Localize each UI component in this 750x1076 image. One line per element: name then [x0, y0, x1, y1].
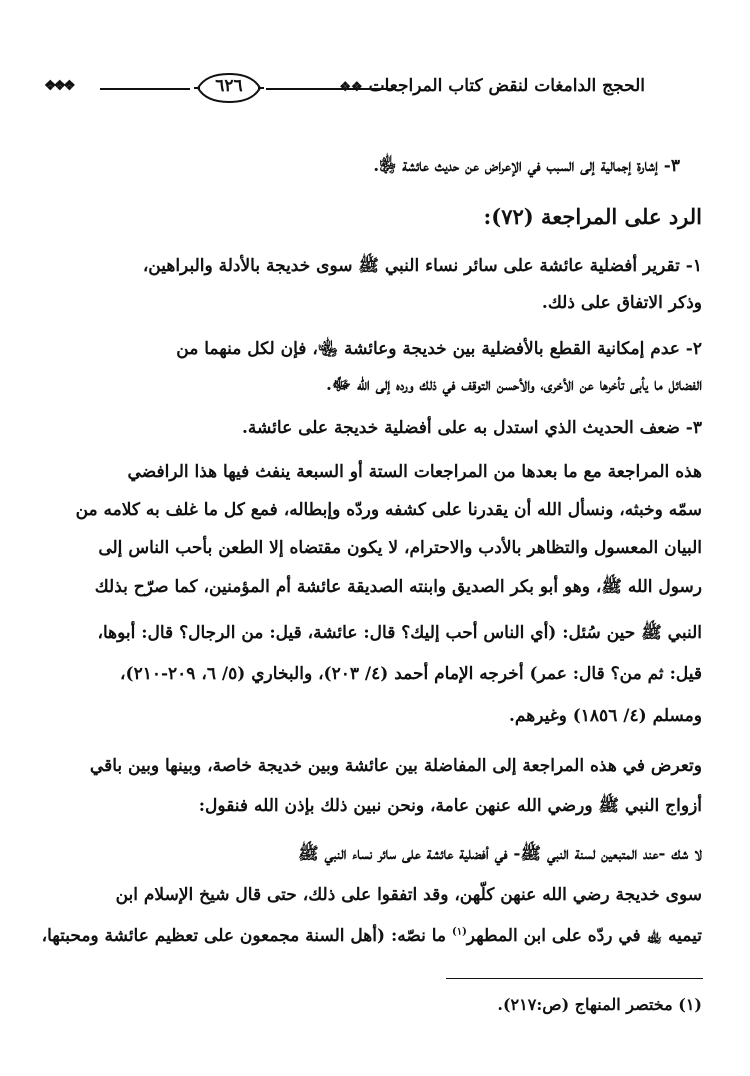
section-heading: الرد على المراجعة (٧٢):	[483, 204, 702, 229]
footnote-reference: (١)	[451, 926, 467, 938]
paragraph-3-line: لا شك -عند المتبعين لسنة النبي ﷺ- في أفضلية عائشة على سائر نساء النبي ﷺ	[298, 844, 702, 864]
footnote: (١) مختصر المنهاج (ص:٢١٧).	[497, 995, 702, 1014]
paragraph-2-line: وتعرض في هذه المراجعة إلى المفاضلة بين عائشة وبين خديجة خاصة، وبينها وبين باقي	[89, 756, 702, 776]
ornament-right-icon: ❖❖	[339, 80, 363, 95]
point-1-line-1: ١- تقرير أفضلية عائشة على سائر نساء النبي ﷺ سوى خديجة بالأدلة والبراهين،	[142, 256, 702, 276]
paragraph-2-line: أزواج النبي ﷺ ورضي الله عنهن عامة، ونحن نبين ذلك بإذن الله فنقول:	[198, 796, 702, 816]
paragraph-1-line: البيان المعسول والتظاهر بالأدب والاحترام، لا يكون مقتضاه إلا الطعن بأحب الناس إلى	[98, 538, 702, 558]
header-title	[335, 76, 645, 96]
point-2-line-2: الفضائل ما يأبى تأخرها عن الأخرى، والأحسن التوقف في ذلك ورده إلى الله ﷻ.	[325, 375, 702, 395]
page-number: ٦٢٦	[215, 76, 243, 96]
header-title-text: الحجج الدامغات لنقض كتاب المراجعات	[368, 76, 645, 96]
paragraph-3-line-end: ما نصّه: (أهل السنة مجمعون على تعظيم عائشة ومحبتها،	[41, 926, 447, 946]
paragraph-1-line: ومسلم (٤/ ١٨٥٦) وغيرهم.	[509, 706, 702, 726]
paragraph-3-line: سوى خديجة رضي الله عنهن كلّهن، وقد اتفقوا على ذلك، حتى قال شيخ الإسلام ابن	[115, 885, 702, 905]
footnote-divider	[446, 978, 703, 979]
paragraph-3-line-with-footnote	[41, 925, 702, 950]
point-2-line-1: ٢- عدم إمكانية القطع بالأفضلية بين خديجة وعائشة ﵄، فإن لكل منهما من	[176, 339, 702, 359]
header-rule-left	[100, 88, 190, 90]
page-number-frame	[194, 68, 264, 108]
running-header	[40, 68, 705, 112]
paragraph-1-line: قيل: ثم من؟ قال: عمر) أخرجه الإمام أحمد (٤/ ٢٠٣)، والبخاري (٥/ ٦، ٢٠٩-٢١٠)،	[120, 664, 702, 684]
paragraph-1-line: النبي ﷺ حين سُئل: (أي الناس أحب إليك؟ قال: عائشة، قيل: من الرجال؟ قال: أبوها،	[97, 623, 702, 643]
paragraph-3-line-start: تيميه ﵀ في ردّه على ابن المطهر	[466, 926, 702, 946]
point-1-line-2: وذكر الاتفاق على ذلك.	[541, 293, 702, 313]
paragraph-1-line: سمّه وخبثه، ونسأل الله أن يقدرنا على كشفه وردّه وإبطاله، فمع كل ما غلف به كلامه من	[75, 500, 702, 520]
point-3-line-1: ٣- ضعف الحديث الذي استدل به على أفضلية خديجة على عائشة.	[241, 418, 702, 438]
ornament-left-icon: ❖❖❖	[44, 78, 73, 94]
paragraph-1-line: رسول الله ﷺ، وهو أبو بكر الصديق وابنته الصديقة عائشة أم المؤمنين، كما صرّح بذلك	[94, 577, 702, 597]
paragraph-1-line: هذه المراجعة مع ما بعدها من المراجعات الستة أو السبعة ينفث فيها هذا الرافضي	[127, 462, 702, 482]
intro-item: ٣- إشارة إجمالية إلى السبب في الإعراض عن حديث عائشة ﵂.	[373, 156, 680, 176]
